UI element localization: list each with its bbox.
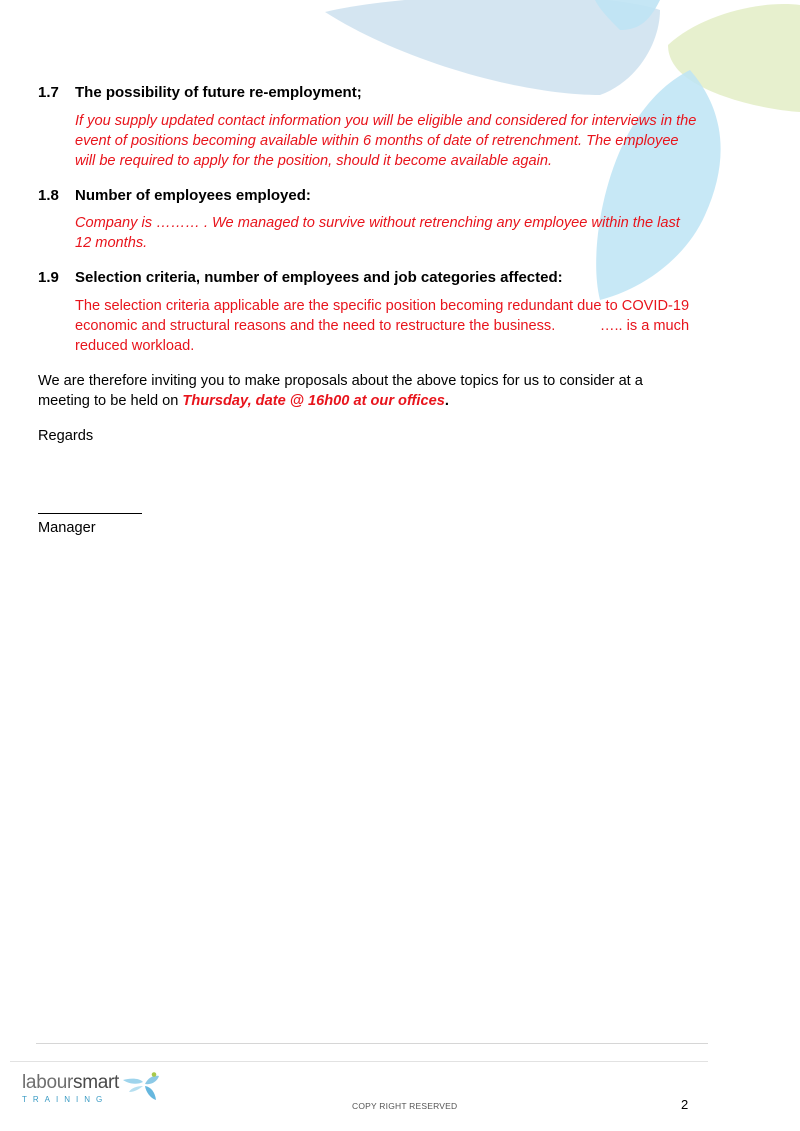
logo-subtitle: TRAINING: [22, 1095, 109, 1104]
logo-text-light: labour: [22, 1072, 74, 1093]
page-number: 2: [681, 1097, 689, 1112]
logo-text-bold: smart: [73, 1072, 120, 1093]
body-line: 12 months.: [75, 235, 148, 251]
section-heading-1-7: [38, 84, 362, 101]
section-body-1-7: [75, 111, 715, 171]
logo-text: [22, 1072, 119, 1094]
invite-paragraph: [38, 371, 678, 411]
body-line: Company is ……… . We managed to survive without retrenching any employee within the last: [75, 215, 680, 231]
section-number: 1.7: [38, 84, 59, 101]
invite-line: [38, 391, 678, 411]
cyan-petal-shape: [596, 70, 720, 300]
invite-suffix: .: [444, 393, 449, 409]
signature-line: [38, 513, 142, 514]
meeting-details: Thursday, date @ 16h00 at our offices: [182, 393, 445, 409]
body-line: The selection criteria applicable are the specific position becoming redundant due to COVID-19: [75, 298, 690, 314]
footer-divider: [36, 1043, 708, 1044]
section-body-1-9: [75, 296, 715, 356]
section-title: The possibility of future re-employment;: [75, 84, 362, 101]
body-line: If you supply updated contact information you will be eligible and considered for interviews in the: [75, 113, 697, 129]
invite-prefix: meeting to be held on: [38, 393, 183, 409]
section-number: 1.8: [38, 187, 59, 204]
logo-flower-icon: [121, 1072, 167, 1104]
section-title: Number of employees employed:: [75, 187, 311, 204]
section-heading-1-8: [38, 187, 311, 204]
section-heading-1-9: [38, 269, 563, 286]
footer-divider-lower: [10, 1061, 708, 1062]
section-title: Selection criteria, number of employees and job categories affected:: [75, 269, 563, 286]
section-body-1-8: [75, 213, 715, 253]
company-logo: [22, 1072, 167, 1104]
invite-line: We are therefore inviting you to make proposals about the above topics for us to consider at a: [38, 373, 643, 389]
body-line: event of positions becoming available within 6 months of date of retrenchment. The employee: [75, 133, 679, 149]
copyright-notice: COPY RIGHT RESERVED: [352, 1101, 458, 1111]
closing: Regards: [38, 428, 94, 444]
signatory: Manager: [38, 520, 96, 536]
body-line: reduced workload.: [75, 338, 195, 354]
body-line: will be required to apply for the position, should it become available again.: [75, 153, 553, 169]
logo-wordmark: [22, 1072, 119, 1104]
body-line: economic and structural reasons and the need to restructure the business. ….. is a much: [75, 318, 690, 334]
section-number: 1.9: [38, 269, 59, 286]
